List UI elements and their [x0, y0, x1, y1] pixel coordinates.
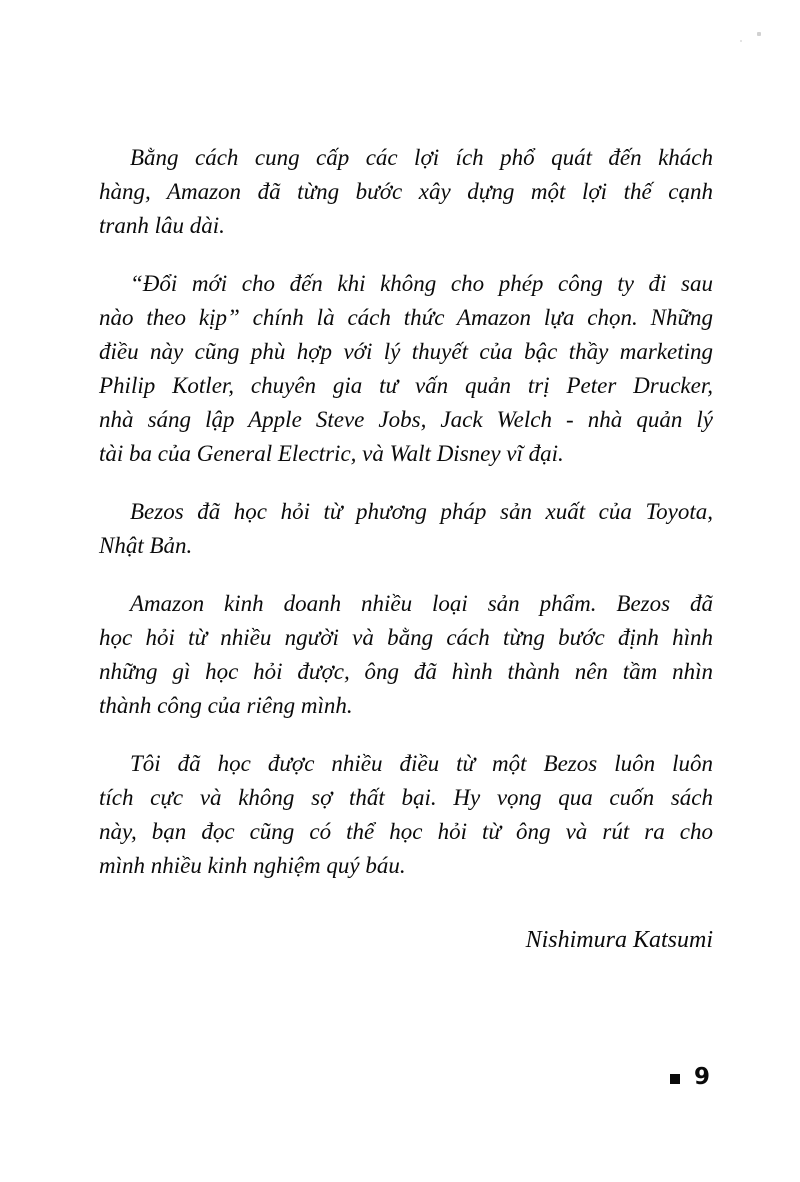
page-footer [670, 1064, 710, 1090]
text-line: Amazon kinh doanh nhiều loại sản phẩm. Bezos đã [130, 591, 713, 616]
text-line: thành công của riêng mình. [99, 693, 353, 718]
text-line: nào theo kịp” chính là cách thức Amazon lựa chọn. Những [99, 305, 713, 330]
paragraph [99, 587, 713, 723]
text-line: Nhật Bản. [99, 533, 193, 558]
paragraph [99, 495, 713, 563]
page-body-text [99, 141, 713, 957]
author-signature: Nishimura Katsumi [525, 927, 713, 953]
text-line: hàng, Amazon đã từng bước xây dựng một lợi thế cạnh [99, 179, 713, 204]
scan-artifact [757, 32, 761, 36]
text-line: Tôi đã học được nhiều điều từ một Bezos luôn luôn [130, 751, 713, 776]
text-line: này, bạn đọc cũng có thể học hỏi từ ông và rút ra cho [99, 819, 713, 844]
text-line: mình nhiều kinh nghiệm quý báu. [99, 853, 406, 878]
paragraph [99, 141, 713, 243]
page-number: 9 [693, 1064, 710, 1090]
text-line: tích cực và không sợ thất bại. Hy vọng qua cuốn sách [99, 785, 713, 810]
text-line: Philip Kotler, chuyên gia tư vấn quản trị Peter Drucker, [99, 373, 713, 398]
paragraph [99, 267, 713, 471]
text-line: Bằng cách cung cấp các lợi ích phổ quát đến khách [130, 145, 713, 170]
text-line: những gì học hỏi được, ông đã hình thành nên tầm nhìn [99, 659, 713, 684]
text-line: “Đổi mới cho đến khi không cho phép công ty đi sau [130, 271, 713, 296]
paragraph [99, 747, 713, 883]
scan-artifact [740, 40, 742, 42]
text-line: tranh lâu dài. [99, 213, 225, 238]
text-line: tài ba của General Electric, và Walt Disney vĩ đại. [99, 441, 564, 466]
square-bullet-icon [670, 1074, 680, 1084]
paragraphs-container [99, 141, 713, 883]
text-line: Bezos đã học hỏi từ phương pháp sản xuất của Toyota, [130, 499, 713, 524]
text-line: điều này cũng phù hợp với lý thuyết của bậc thầy marketing [99, 339, 713, 364]
text-line: học hỏi từ nhiều người và bằng cách từng bước định hình [99, 625, 713, 650]
text-line: nhà sáng lập Apple Steve Jobs, Jack Welch - nhà quản lý [99, 407, 713, 432]
